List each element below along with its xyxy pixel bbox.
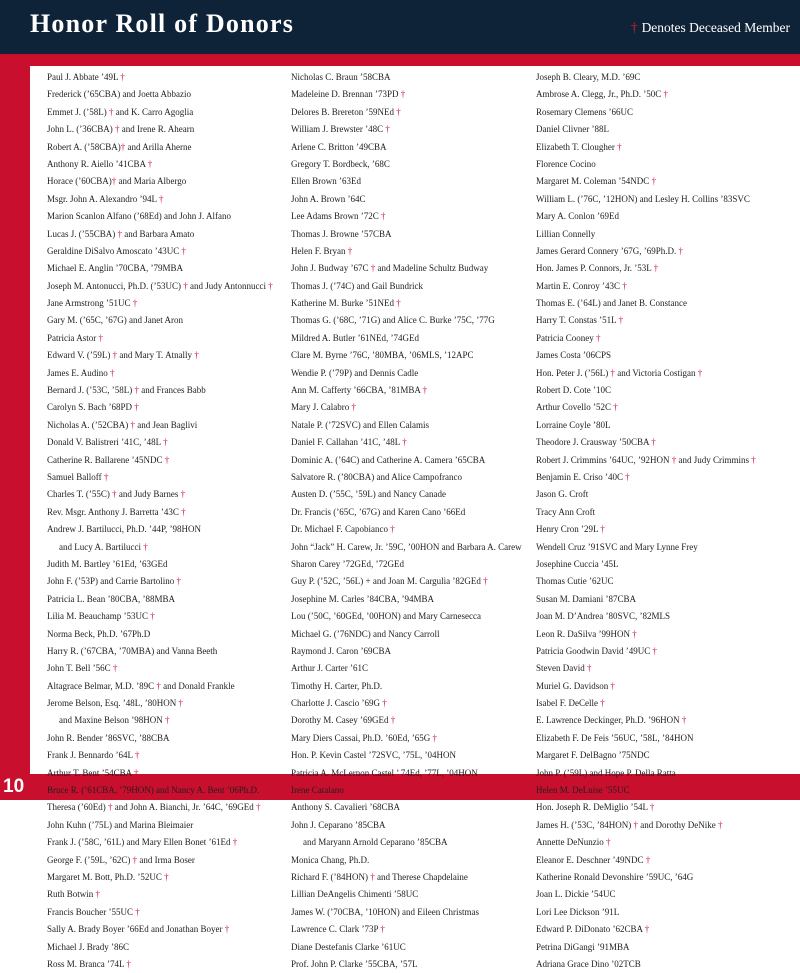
donor-entry: Robert A. (’58CBA)† and Arilla Aherne [47,141,192,152]
page-title: Honor Roll of Donors [30,9,295,38]
donor-entry: Arthur Covello ’52C † [536,402,618,413]
donor-entry: Edward P. DiDonato ’62CBA † [536,924,650,935]
donor-entry: Jane Armstrong ’51UC † [47,298,138,309]
donor-entry: Hon. Joseph R. DeMiglio ’54L † [536,802,655,813]
donor-entry: Michael G. (’76NDC) and Nancy Carroll [291,628,440,639]
deceased-legend [631,20,790,36]
donor-entry: Hon. Peter J. (’56L) † and Victoria Costigan † [536,367,703,378]
donor-entry: Thomas E. (’64L) and Janet B. Constance [536,298,687,309]
donor-entry: Steven David † [536,663,592,674]
donor-entry: Annette DeNunzio † [536,837,611,848]
donor-entry: James W. (’70CBA, ’10HON) and Eileen Christmas [291,906,479,917]
donor-entry: Hon. P. Kevin Castel ’72SVC, ’75L, ’04HON [291,750,456,761]
donor-entry: Joan M. D’Andrea ’80SVC, ’82MLS [536,611,670,622]
donor-entry: Theresa (’60Ed) † and John A. Bianchi, Jr. ’64C, ’69GEd † [47,802,261,813]
donor-entry: Catherine R. Ballarene ’45NDC † [47,454,170,465]
donor-entry: John Kuhn (’75L) and Marina Bleimaier [47,819,194,830]
donor-entry: Harry R. (’67CBA, ’70MBA) and Vanna Beeth [47,645,218,656]
donor-entry: Delores B. Brereton ’59NEd † [291,106,401,117]
dagger-icon: † [630,20,638,35]
donor-entry: Bruce R. (’61CBA, ’79HON) and Nancy A. Bent ’06Ph.D. [47,785,260,796]
donor-entry: Arthur J. Carter ’61C [291,663,368,674]
donor-entry: Patricia A. McLernon Castel ’ 74Ed, ’77L, ’04HON [291,767,478,778]
donor-entry: John T. Bell ’56C † [47,663,118,674]
donor-entry: Lillian Connelly [536,228,596,239]
donor-entry: Mary Diers Cassai, Ph.D. ’60Ed, ’65G † [291,732,437,743]
donor-entry: Marion Scanlon Alfano (’68Ed) and John J. Alfano [47,211,231,222]
donor-entry: Petrina DiGangi ’91MBA [536,941,630,952]
donor-entry: William L. (’76C, ’12HON) and Lesley H. Collins ’83SVC [536,193,750,204]
donor-entry: Martin E. Conroy ’43C † [536,280,627,291]
donor-entry: Lawrence C. Clark ’73P † [291,924,385,935]
donor-entry: Arthur T. Bent ’54CBA † [47,767,139,778]
donor-entry: Elizabeth T. Clougher † [536,141,622,152]
donor-entry: Josephine Cuccia ’45L [536,558,619,569]
donor-entry: Norma Beck, Ph.D. ’67Ph.D [47,628,151,639]
donor-entry: Ann M. Cafferty ’66CBA, ’81MBA † [291,385,428,396]
donor-entry: Horace (’60CBA)† and Maria Albergo [47,176,187,187]
legend-text: Denotes Deceased Member [641,20,790,35]
donor-entry: Raymond J. Caron ’69CBA [291,645,391,656]
donor-entry: Joan L. Dickie ’54UC [536,889,616,900]
donor-entry: Charles T. (’55C) † and Judy Barnes † [47,489,186,500]
donor-entry: Irene Catalano † [291,785,351,796]
donor-entry: Nicholas A. (’52CBA) † and Jean Baglivi [47,419,198,430]
donor-entry: Robert J. Crimmins ’64UC, ’92HON † and Judy Crimmins † [536,454,756,465]
donor-entry: Thomas Cutie ’62UC [536,576,614,587]
donor-entry: Madeleine D. Brennan ’73PD † [291,89,406,100]
donor-entry: Edward V. (’59L) † and Mary T. Atnally † [47,350,199,361]
donor-entry: Donald V. Balistreri ’41C, ’48L † [47,437,168,448]
donor-entry: Msgr. John A. Alexandro ’94L † [47,193,164,204]
donor-entry: Daniel Clivner ’88L [536,124,609,135]
donor-entry: John J. Ceparano ’85CBA [291,819,386,830]
donor-entry: Thomas J. Browne ’57CBA [291,228,392,239]
donor-entry: Thomas J. (’74C) and Gail Bundrick [291,280,423,291]
donor-entry: James Gerard Connery ’67G, ’69Ph.D. † [536,245,683,256]
donor-entry: Lucas J. (’55CBA) † and Barbara Amato [47,228,195,239]
donor-entry: Geraldine DiSalvo Amoscato ’43UC † [47,245,186,256]
donor-entry: Carolyn S. Bach ’68PD † [47,402,139,413]
donor-entry: Patricia Goodwin David ’49UC † [536,645,657,656]
donor-entry: Margaret M. Bott, Ph.D. ’52UC † [47,871,169,882]
donor-entry: Anthony R. Aiello ’41CBA † [47,158,153,169]
donor-entry: Katherine M. Burke ’51NEd † [291,298,401,309]
donor-entry: Eleanor E. Deschner ’49NDC † [536,854,651,865]
donor-entry: Leon R. DaSilva ’99HON † [536,628,637,639]
donor-entry: Nicholas C. Braun ’58CBA [291,72,391,82]
donor-entry: Lou (’50C, ’60GEd, ’00HON) and Mary Carnesecca [291,611,481,622]
donor-entry: Anthony S. Cavalieri ’68CBA [291,802,400,813]
donor-entry: Joseph M. Antonucci, Ph.D. (’53UC) † and Judy Antonnucci † [47,280,273,291]
donor-entry: Samuel Balloff † [47,471,109,482]
donor-entry: John F. (’53P) and Carrie Bartolino † [47,576,182,587]
donor-entry: Lilia M. Beauchamp ’53UC † [47,611,155,622]
donor-entry: John L. (’36CBA) † and Irene R. Ahearn [47,124,195,135]
donor-entry: Robert D. Cote ’10C [536,385,611,396]
donor-entry: Theodore J. Crausway ’50CBA † [536,437,656,448]
donor-entry: Natale P. (’72SVC) and Ellen Calamis [291,419,429,430]
donor-entry: and Maxine Belson ’98HON † [59,715,170,726]
donor-entry: Adriana Grace Dino ’02TCB [536,958,641,969]
donor-entry: Susan M. Damiani ’87CBA [536,593,636,604]
donor-entry: James H. (’53C, ’84HON) † and Dorothy DeNike † [536,819,723,830]
donor-column-2 [291,69,531,973]
donor-entry: Isabel F. DeCelle † [536,698,605,709]
donor-entry: Paul J. Abbate ’49L † [47,72,125,82]
page-number: 10 [3,776,25,797]
donor-entry: Frederick (’65CBA) and Joetta Abbazio [47,89,191,100]
donor-entry: Prof. John P. Clarke ’55CBA, ’57L [291,958,418,969]
donor-entry: Patricia Astor † [47,332,103,343]
donor-entry: and Maryann Arnold Ceparano ’85CBA [303,837,448,848]
donor-entry: Lorraine Coyle ’80L [536,419,611,430]
donor-entry: Mary A. Conlon ’69Ed [536,211,619,222]
header-bar [0,0,800,54]
donor-entry: John P. (’59L) and Hope P. Della Ratta [536,767,676,778]
donor-entry: Timothy H. Carter, Ph.D. [291,680,383,691]
donor-entry: Frank J. Bennardo ’64L † [47,750,140,761]
donor-entry: Austen D. (’55C, ’59L) and Nancy Canade [291,489,446,500]
donor-entry: Josephine M. Carles ’84CBA, ’94MBA [291,593,434,604]
donor-entry: Michael J. Brady ’86C [47,941,129,952]
donor-entry: Clare M. Byrne ’76C, ’80MBA, ’06MLS, ’12APC [291,350,474,361]
donor-entry: Lee Adams Brown ’72C † [291,211,386,222]
donor-entry: Gregory T. Bordbeck, ’68C [291,158,390,169]
donor-entry: Rosemary Clemens ’66UC [536,106,633,117]
donor-entry: John A. Brown ’64C [291,193,366,204]
donor-entry: Ross M. Branca ’74L † [47,958,131,969]
donor-entry: Mary J. Calabro † [291,402,356,413]
donor-entry: Gary M. (’65C, ’67G) and Janet Aron [47,315,183,326]
donor-entry: Dominic A. (’64C) and Catherine A. Camera ’65CBA [291,454,486,465]
donor-entry: Wendie P. (’79P) and Dennis Cadle [291,367,419,378]
donor-entry: Andrew J. Bartilucci, Ph.D. ’44P, ’98HON [47,524,201,535]
donor-entry: Lillian DeAngelis Chimenti ’58UC [291,889,419,900]
donor-entry: Emmet J. (’58L) † and K. Carro Agoglia [47,106,194,117]
donor-entry: Charlotte J. Cascio ’69G † [291,698,387,709]
donor-entry: Salvatore R. (’80CBA) and Alice Campofranco [291,471,462,482]
donor-entry: Mildred A. Butler ’61NEd, ’74GEd [291,332,419,343]
donor-entry: Joseph B. Cleary, M.D. ’69C [536,72,641,82]
donor-entry: John R. Bender ’86SVC, ’88CBA [47,732,170,743]
donor-entry: Ambrose A. Clegg, Jr., Ph.D. ’50C † [536,89,669,100]
donor-entry: Sally A. Brady Boyer ’66Ed and Jonathan Boyer † [47,924,230,935]
donor-entry: Florence Cocino [536,158,596,169]
donor-entry: James E. Audino † [47,367,115,378]
donor-entry: Hon. James P. Connors, Jr. ’53L † [536,263,659,274]
donor-column-3 [536,69,776,973]
donor-entry: Thomas G. (’68C, ’71G) and Alice C. Burke ’75C, ’77G [291,315,495,326]
donor-entry: Helen F. Bryan † [291,245,353,256]
donor-entry: Daniel F. Callahan ’41C, ’48L † [291,437,407,448]
donor-entry: John “Jack” H. Carew, Jr. ’59C, ’00HON and Barbara A. Carew [291,541,522,552]
donor-entry: Monica Chang, Ph.D. [291,854,370,865]
donor-entry: Dr. Michael F. Capobianco † [291,524,395,535]
donor-entry: Helen M. DeLuise ’55UC † [536,785,637,796]
donor-entry: James Costa ’06CPS [536,350,612,361]
donor-entry: Diane Destefanis Clarke ’61UC [291,941,406,952]
donor-column-1 [47,69,287,973]
donor-entry: Patricia L. Bean ’80CBA, ’88MBA [47,593,175,604]
donor-entry: Benjamin E. Criso ’40C † [536,471,630,482]
donor-entry: Altagrace Belmar, M.D. ’89C † and Donald Frankle [47,680,235,691]
donor-entry: Guy P. (’52C, ’56L) + and Joan M. Cargulia ’82GEd † [291,576,488,587]
donor-entry: Jason G. Croft [536,489,589,500]
donor-entry: John J. Budway ’67C † and Madeline Schultz Budway [291,263,489,274]
donor-entry: Michael E. Anglin ’70CBA, ’79MBA [47,263,183,274]
donor-entry: Ruth Botwin † [47,889,101,900]
donor-entry: George F. (’59L, ’62C) † and Irma Boser [47,854,195,865]
donor-entry: E. Lawrence Deckinger, Ph.D. ’96HON † [536,715,687,726]
donor-entry: Francis Boucher ’55UC † [47,906,140,917]
donor-entry: Jerome Belson, Esq. ’48L, ’80HON † [47,698,183,709]
donor-entry: Katherine Ronald Devonshire ’59UC, ’64G [536,871,694,882]
donor-entry: Rev. Msgr. Anthony J. Barretta ’43C † [47,506,186,517]
donor-entry: Margaret F. DelBagno ’75NDC [536,750,650,761]
donor-entry: Ellen Brown ’63Ed [291,176,361,187]
donor-entry: Arlene C. Britton ’49CBA [291,141,387,152]
donor-entry: and Lucy A. Bartilucci † [59,541,148,552]
donor-entry: Dr. Francis (’65C, ’67G) and Karen Cano ’66Ed [291,506,466,517]
donor-entry: Patricia Cooney † [536,332,601,343]
donor-entry: Tracy Ann Croft [536,506,596,517]
left-red-strip [0,54,30,800]
donor-entry: Elizabeth F. De Feis ’56UC, ’58L, ’84HON [536,732,694,743]
donor-entry: Bernard J. (’53C, ’58L) † and Frances Babb [47,385,206,396]
donor-entry: Dorothy M. Casey ’69GEd † [291,715,396,726]
donor-entry: Wendell Cruz ’91SVC and Mary Lynne Frey [536,541,698,552]
donor-entry: Harry T. Constas ’51L † [536,315,624,326]
donor-entry: William J. Brewster ’48C † [291,124,390,135]
donor-entry: Judith M. Bartley ’61Ed, ’63GEd [47,558,168,569]
donor-entry: Henry Cron ’29L † [536,524,605,535]
donor-entry: Frank J. (’58C, ’61L) and Mary Ellen Bonet ’61Ed † [47,837,238,848]
donor-entry: Muriel G. Davidson † [536,680,615,691]
donor-entry: Richard F. (’84HON) † and Therese Chapdelaine [291,871,468,882]
donor-entry: Sharon Carey ’72GEd, ’72GEd [291,558,404,569]
donor-entry: Lori Lee Dickson ’91L [536,906,620,917]
donor-entry: Margaret M. Coleman ’54NDC † [536,176,657,187]
red-divider [0,54,800,66]
